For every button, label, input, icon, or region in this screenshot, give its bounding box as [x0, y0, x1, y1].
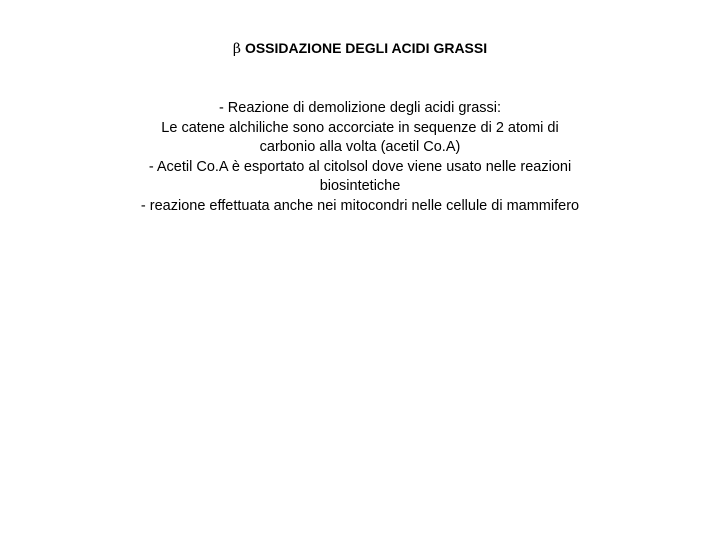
body-line-5: biosintetiche [319, 178, 401, 195]
beta-symbol: β [232, 41, 241, 57]
body-line-1: - Reazione di demolizione degli acidi grassi: [218, 100, 502, 116]
body-line-4: - Acetil Co.A è esportato al citolsol dove viene usato nelle reazioni [148, 158, 572, 175]
body-line-6: - reazione effettuata anche nei mitocondri nelle cellule di mammifero [140, 197, 580, 214]
slide-title-text: OSSIDAZIONE DEGLI ACIDI GRASSI [244, 40, 488, 56]
slide-title [0, 38, 720, 59]
body-line-2: Le catene alchiliche sono accorciate in sequenze di 2 atomi di [161, 119, 559, 136]
body-line-3: carbonio alla volta (acetil Co.A) [259, 139, 461, 156]
slide-body [60, 99, 660, 217]
